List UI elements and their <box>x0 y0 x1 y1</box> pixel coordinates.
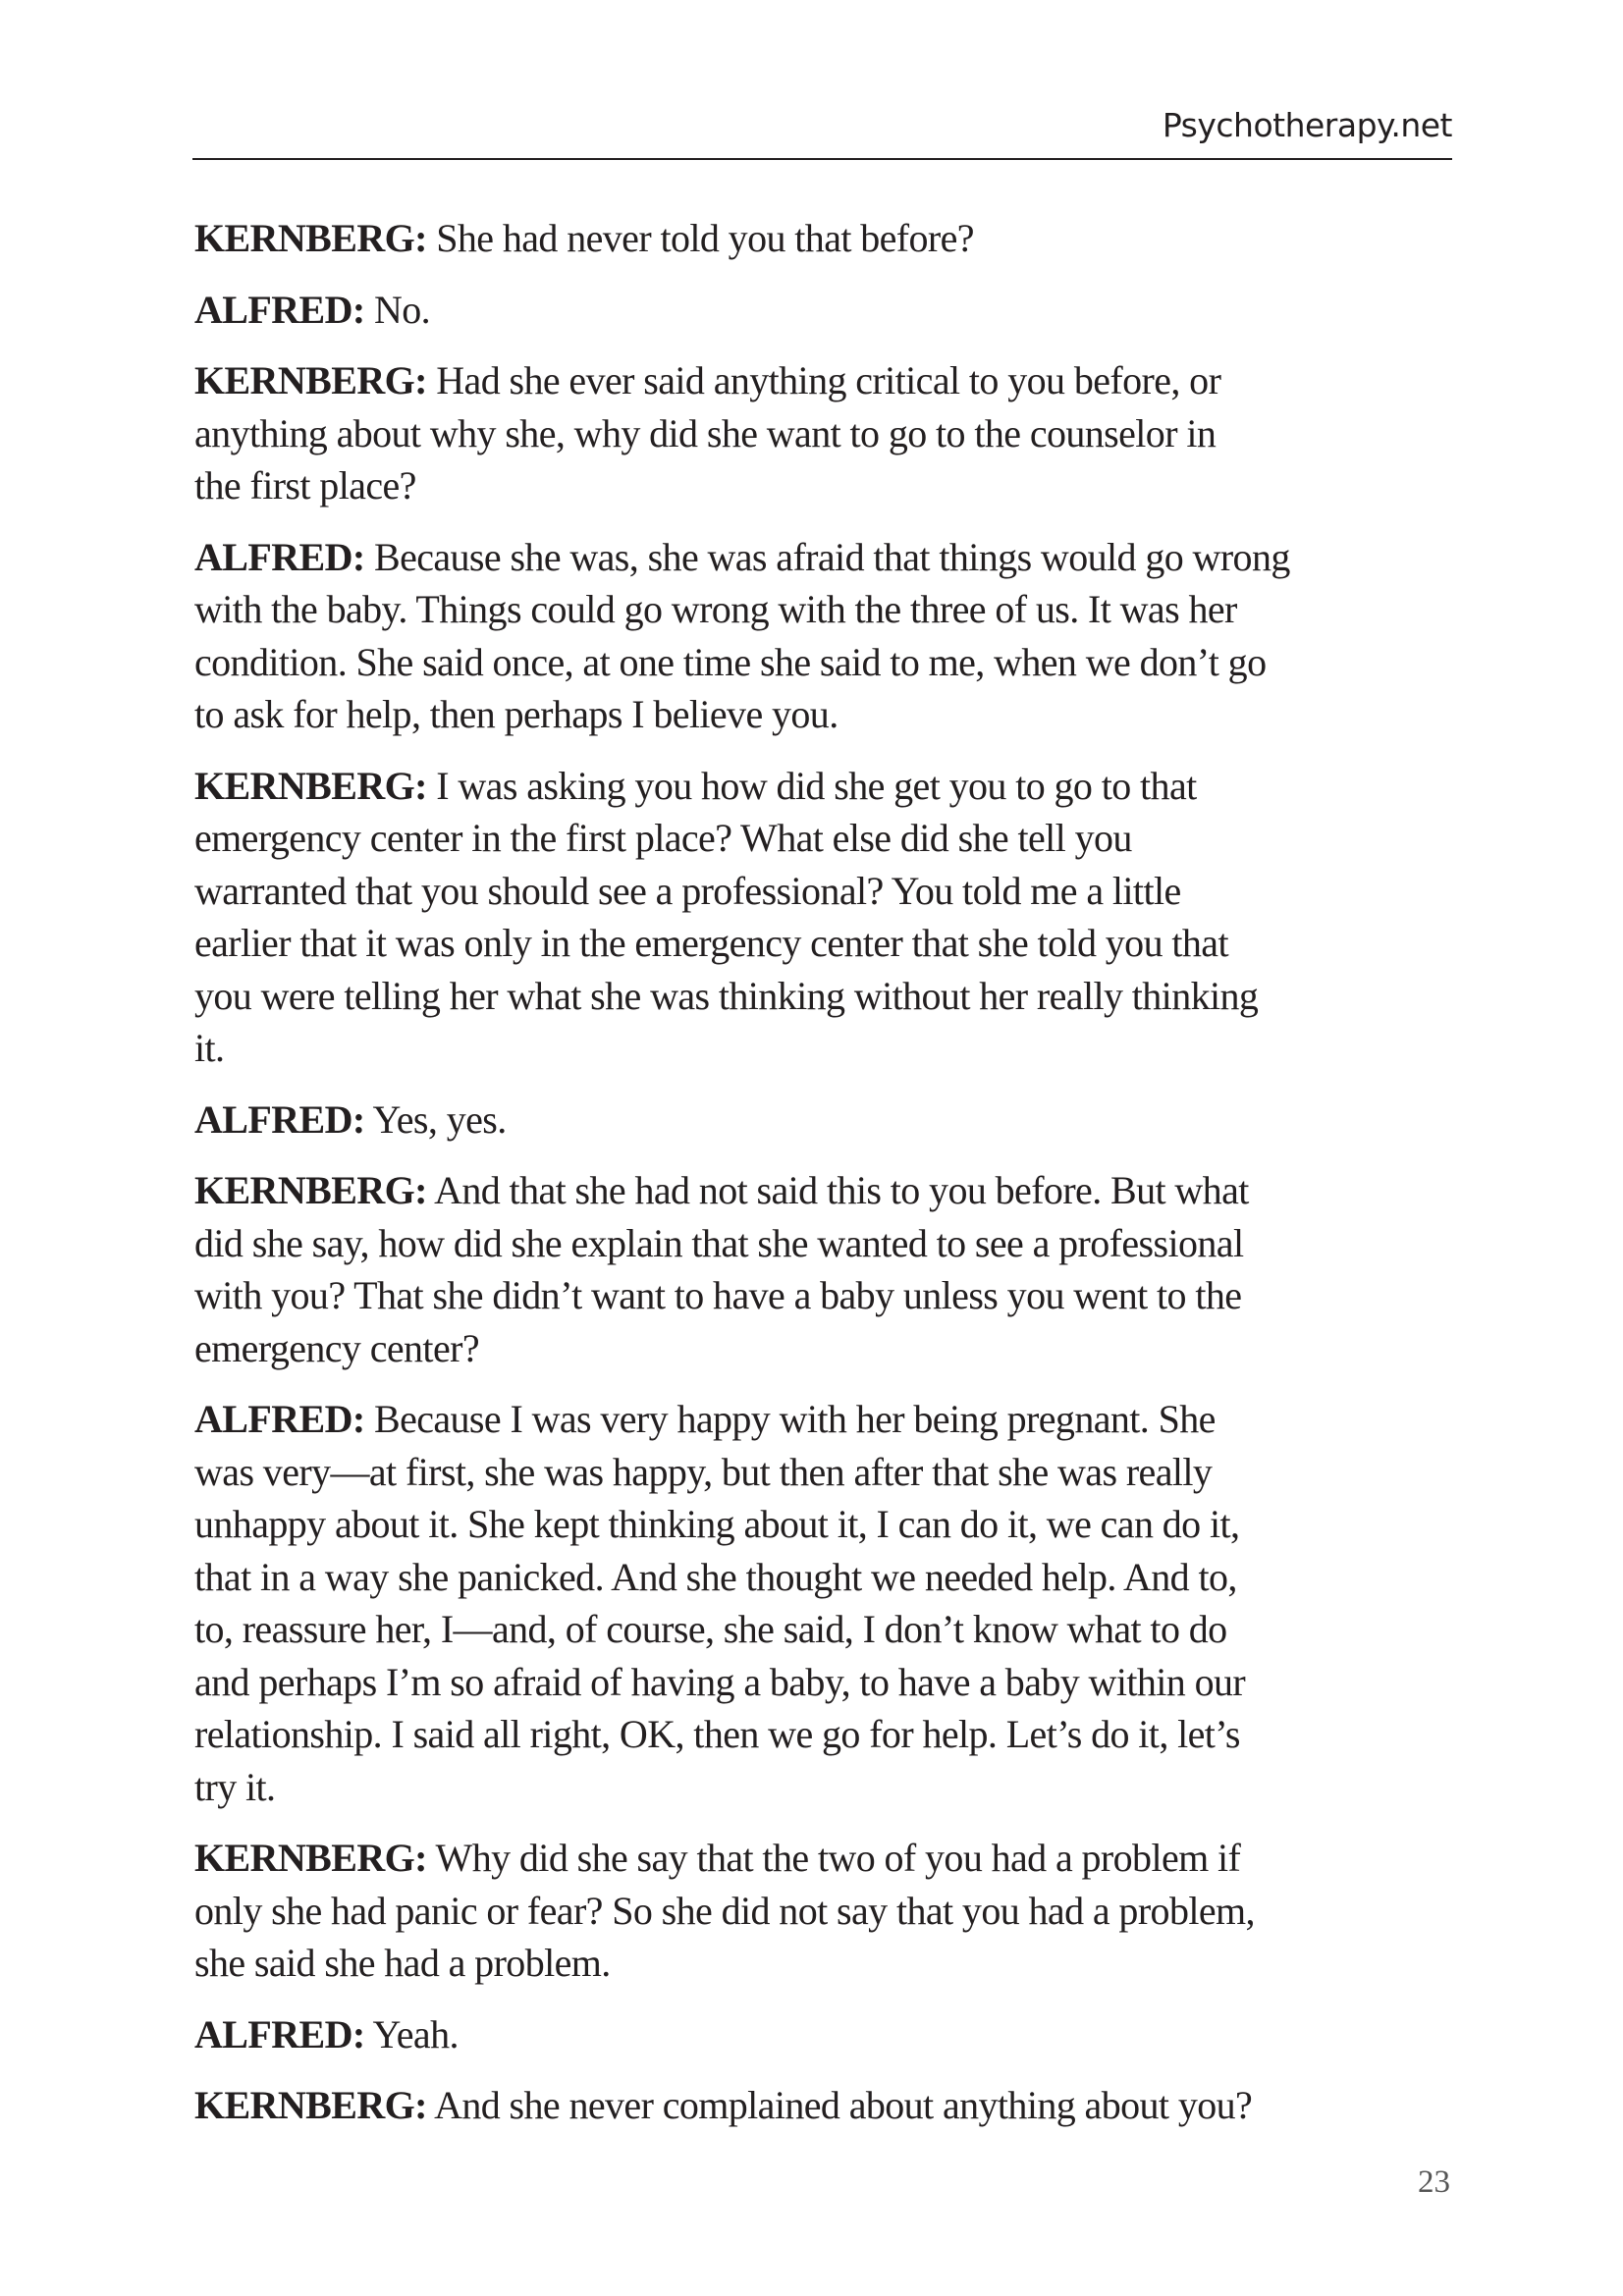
page-number: 23 <box>1418 2164 1450 2200</box>
dialogue-paragraph <box>194 212 1471 265</box>
speaker-label: ALFRED: <box>194 1096 365 1142</box>
dialogue-text: Because she was, she was afraid that things would go wrong with the baby. Things could go wrong with the three of us. It was her condition. She said once, at one time she said to me, when we don’t go to ask for help, then perhaps I believe you. <box>194 534 1290 736</box>
dialogue-text: She had never told you that before? <box>436 216 974 260</box>
speaker-label: ALFRED: <box>194 1397 365 1441</box>
speaker-label: KERNBERG: <box>194 216 427 260</box>
dialogue-text: I was asking you how did she get you to go to that emergency center in the first place? What else did she tell you warranted that you should see a professional? You told me a little earlier that it was only in the emergency center that she told you that you were telling her what she was thinking without her really thinking it. <box>194 763 1259 1070</box>
dialogue-paragraph <box>194 760 1471 1075</box>
speaker-label: ALFRED: <box>194 534 365 579</box>
dialogue-paragraph <box>194 1393 1471 1813</box>
header-divider <box>192 158 1452 160</box>
dialogue-paragraph <box>194 531 1471 741</box>
transcript-body <box>194 212 1471 2151</box>
dialogue-text: And that she had not said this to you before. But what did she say, how did she explain that she wanted to see a professional with you? That she didn’t want to have a baby unless you went to the emergency center? <box>194 1168 1249 1370</box>
site-name: Psychotherapy.net <box>1162 106 1452 144</box>
dialogue-paragraph <box>194 1094 1471 1147</box>
dialogue-text: Had she ever said anything critical to you before, or anything about why she, why did she want to go to the counselor in the first place? <box>194 358 1221 507</box>
dialogue-text: And she never complained about anything about you? <box>434 2083 1253 2127</box>
speaker-label: KERNBERG: <box>194 2083 427 2127</box>
dialogue-text: Yes, yes. <box>372 1096 507 1142</box>
speaker-label: KERNBERG: <box>194 1168 427 1212</box>
dialogue-text: No. <box>373 287 431 332</box>
dialogue-paragraph <box>194 2079 1471 2132</box>
speaker-label: KERNBERG: <box>194 1836 427 1880</box>
speaker-label: ALFRED: <box>194 287 365 332</box>
speaker-label: KERNBERG: <box>194 358 427 402</box>
speaker-label: ALFRED: <box>194 2011 365 2056</box>
dialogue-text: Yeah. <box>372 2011 459 2056</box>
dialogue-text: Because I was very happy with her being pregnant. She was very—at first, she was happy, but then after that she was really unhappy about it. She kept thinking about it, I can do it, we can do it, that in a way she panicked. And she thought we needed help. And to, to, reassure her, I—and, of course, she said, I don’t know what to do and perhaps I’m so afraid of having a baby, to have a baby within our relationship. I said all right, OK, then we go for help. Let’s do it, let’s try it. <box>194 1397 1246 1809</box>
dialogue-paragraph <box>194 284 1471 337</box>
dialogue-paragraph <box>194 1164 1471 1374</box>
dialogue-text: Why did she say that the two of you had a problem if only she had panic or fear? So she did not say that you had a problem, she said she had a problem. <box>194 1836 1255 1985</box>
dialogue-paragraph <box>194 2008 1471 2061</box>
dialogue-paragraph <box>194 354 1471 512</box>
dialogue-paragraph <box>194 1832 1471 1990</box>
speaker-label: KERNBERG: <box>194 763 427 808</box>
